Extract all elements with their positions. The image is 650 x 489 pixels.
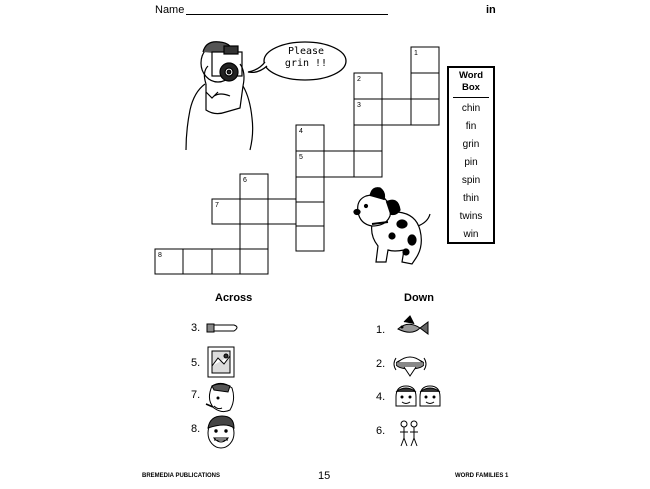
down-clue-pictures (394, 316, 440, 446)
crossword-cell[interactable] (411, 73, 439, 99)
word-box-item: twins (459, 211, 483, 222)
across-heading: Across (215, 292, 253, 304)
word-box-item: fin (465, 121, 477, 132)
grinning-boy-icon (208, 416, 234, 448)
dog-illustration (354, 188, 430, 264)
crossword-cell[interactable] (240, 199, 268, 224)
photographer-illustration (186, 42, 253, 150)
crossword-cell[interactable] (183, 249, 212, 274)
word-box-item: chin (461, 103, 481, 114)
crossword-cell[interactable] (354, 151, 382, 177)
word-family-label: in (486, 4, 496, 16)
grid-number-4: 4 (299, 128, 303, 135)
grid-number-8: 8 (158, 252, 162, 259)
framed-picture-icon (208, 347, 234, 377)
crossword-cell[interactable] (411, 99, 439, 125)
safety-pin-icon (207, 324, 237, 332)
word-box-title: Word Box (458, 70, 484, 93)
crossword-cell[interactable] (268, 199, 296, 224)
down-clue-number: 1. (376, 324, 386, 336)
grid-number-6: 6 (243, 177, 247, 184)
thin-figures-icon (400, 421, 418, 446)
grid-number-5: 5 (299, 154, 303, 161)
speech-line-2: grin !! (284, 58, 328, 69)
series-footer: WORD FAMILIES 1 (455, 473, 509, 479)
across-clue-number: 5. (191, 357, 201, 369)
grid-number-7: 7 (215, 202, 219, 209)
word-box-item: thin (462, 193, 480, 204)
speech-bubble-text (270, 46, 342, 70)
crossword-cell[interactable] (240, 224, 268, 249)
crossword-cell[interactable] (240, 249, 268, 274)
down-clue-number: 4. (376, 391, 386, 403)
boy-chin-icon (206, 383, 234, 411)
speech-line-1: Please (287, 46, 325, 57)
crossword-cell[interactable] (296, 177, 324, 202)
word-box-item: grin (462, 139, 480, 150)
across-clue-number: 7. (191, 389, 201, 401)
across-clue-number: 3. (191, 322, 201, 334)
spinning-top-icon (394, 357, 426, 376)
down-clue-number: 6. (376, 425, 386, 437)
crossword-cell[interactable] (324, 151, 354, 177)
grid-number-3: 3 (357, 102, 361, 109)
word-box-item: pin (464, 157, 478, 168)
down-heading: Down (404, 292, 434, 304)
word-box-item: win (463, 229, 479, 240)
name-label: Name (155, 4, 185, 16)
word-box (447, 66, 495, 244)
grid-number-1: 1 (414, 50, 418, 57)
down-clue-number: 2. (376, 358, 386, 370)
twin-girls-icon (396, 386, 440, 406)
across-clue-pictures (206, 324, 237, 448)
word-box-item: spin (461, 175, 481, 186)
grid-number-2: 2 (357, 76, 361, 83)
page-number: 15 (318, 470, 331, 482)
crossword-cell[interactable] (382, 99, 411, 125)
crossword-cell[interactable] (296, 226, 324, 251)
crossword-cell[interactable] (212, 249, 240, 274)
word-box-divider (453, 97, 489, 98)
crossword-cell[interactable] (296, 202, 324, 226)
crossword-cell[interactable] (354, 125, 382, 151)
fish-icon (398, 316, 428, 334)
across-clue-number: 8. (191, 423, 201, 435)
publisher-footer: BREMEDIA PUBLICATIONS (142, 473, 220, 479)
